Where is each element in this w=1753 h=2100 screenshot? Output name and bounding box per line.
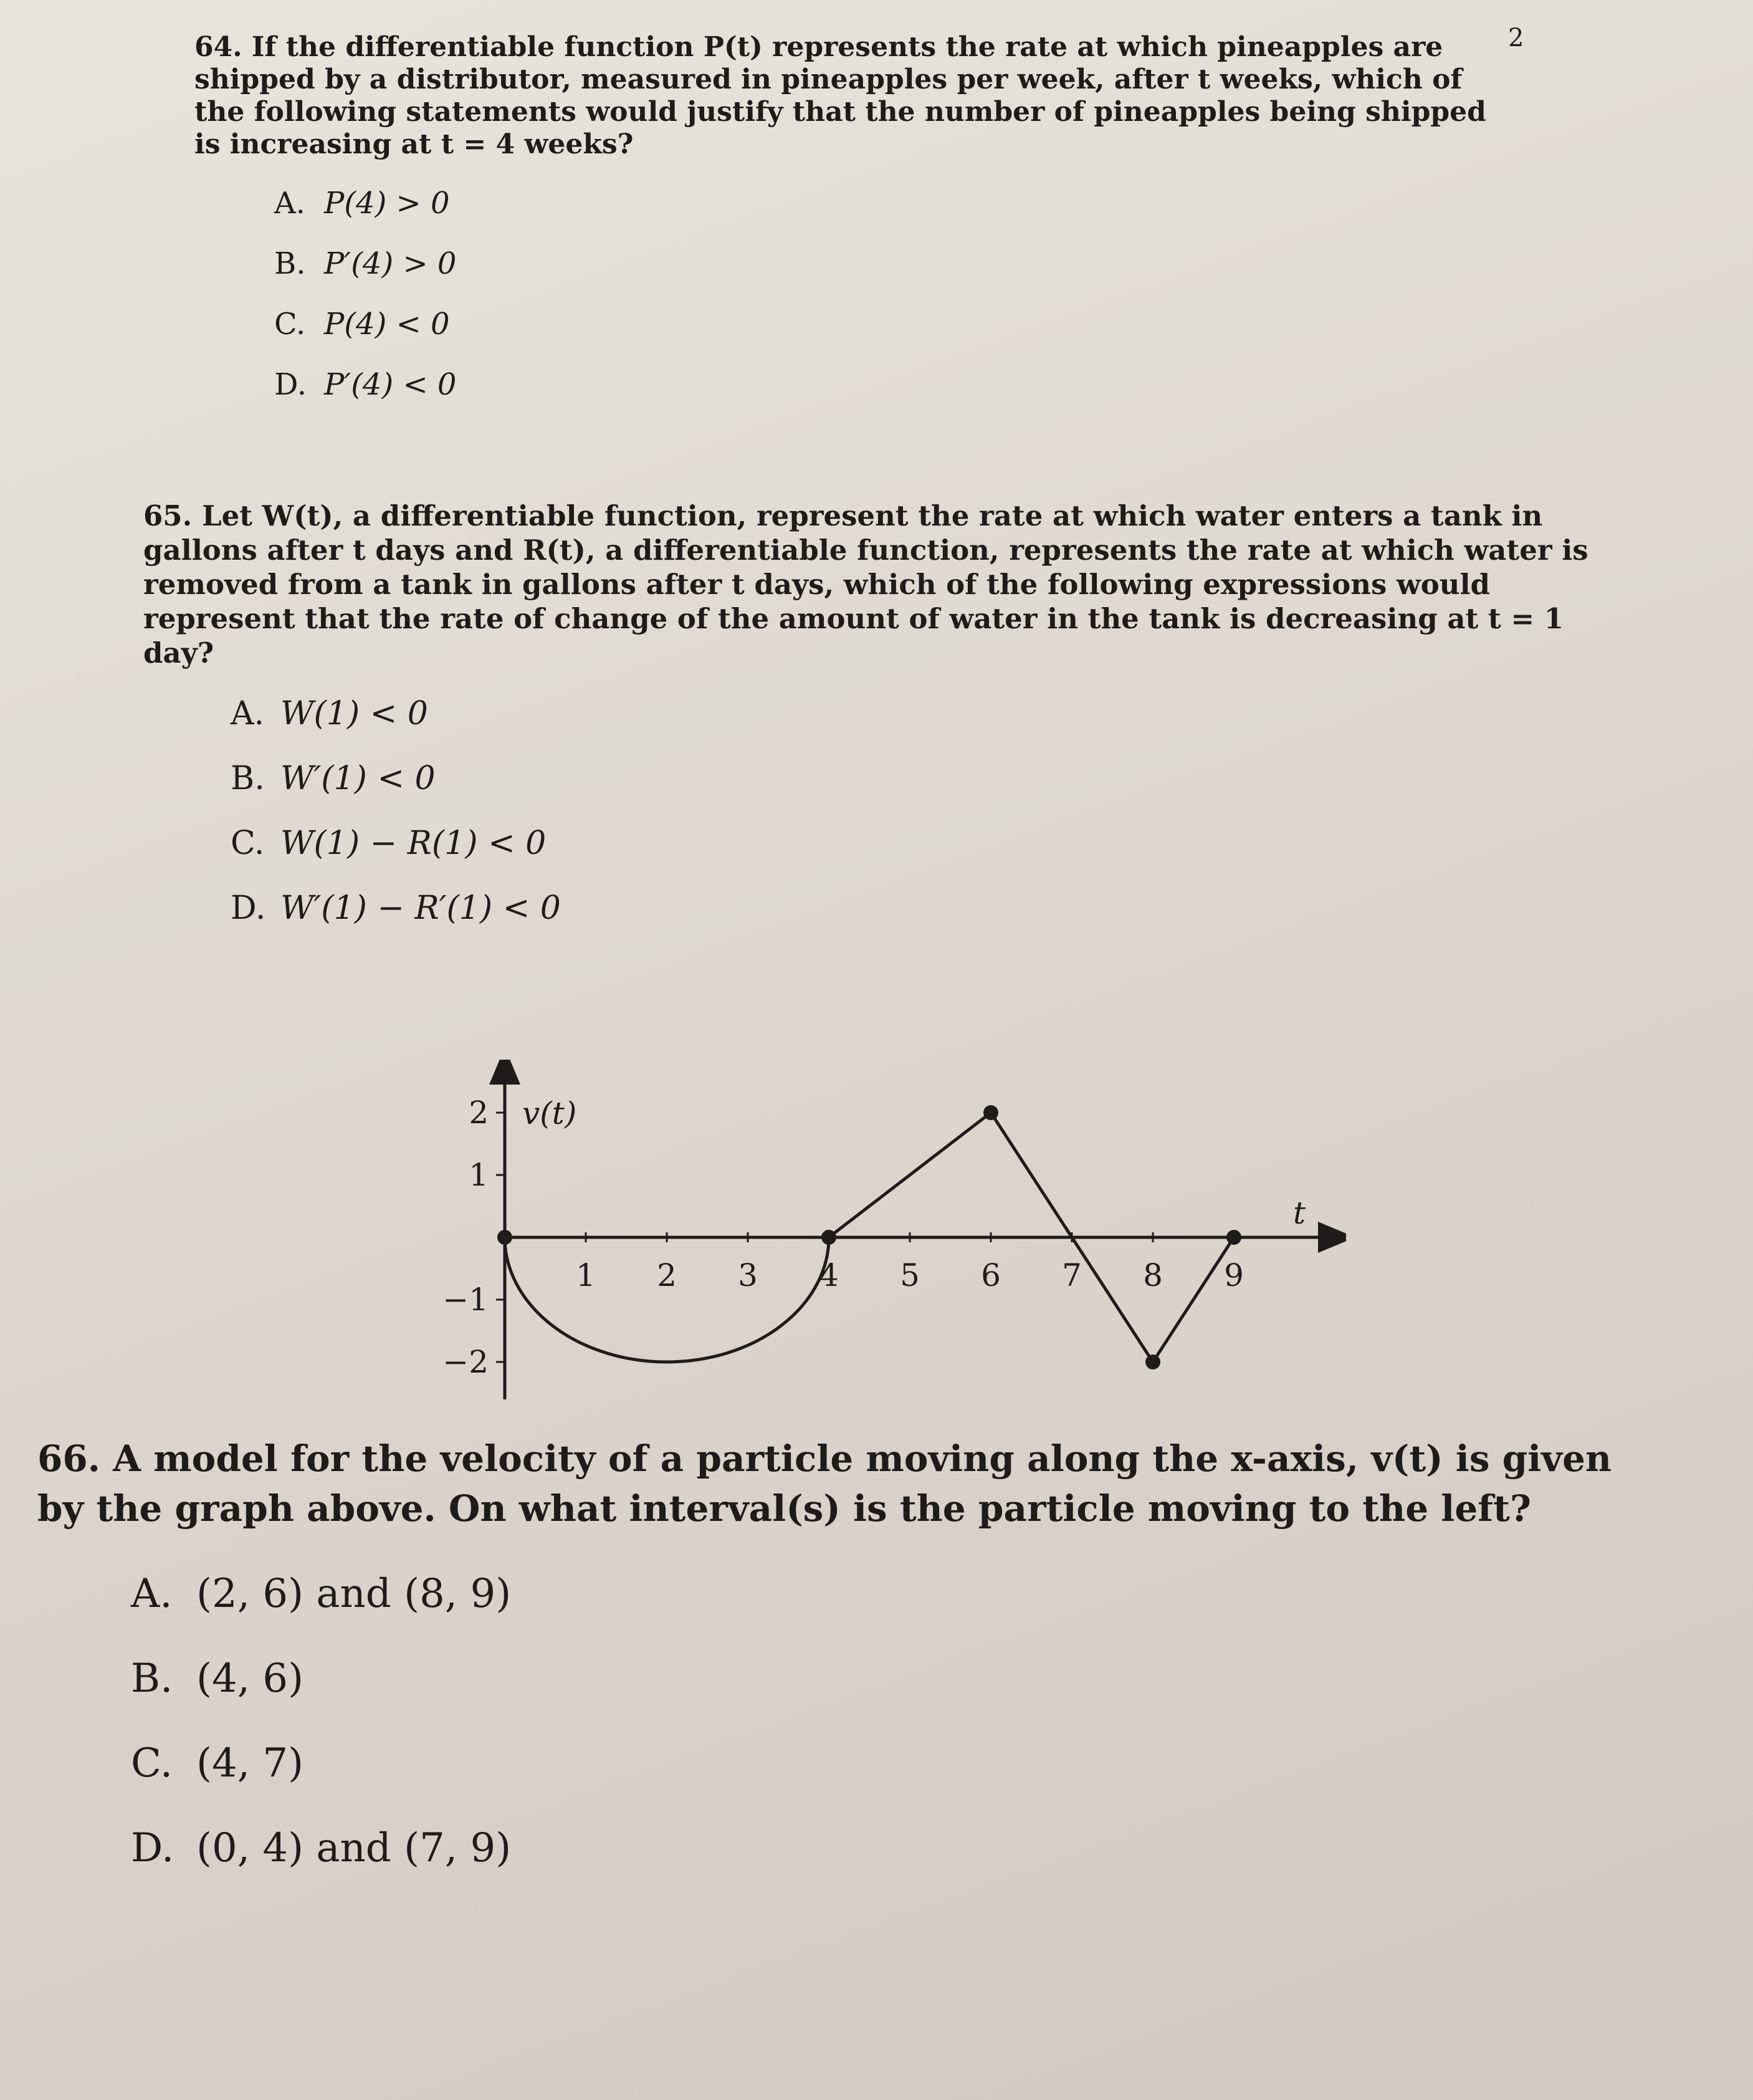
choice-text: W′(1) < 0 [280, 760, 436, 797]
graph-point [821, 1230, 836, 1245]
x-tick-label: 1 [576, 1257, 596, 1293]
y-tick-label: 2 [469, 1095, 489, 1131]
graph-point [1226, 1230, 1241, 1245]
choice-letter: D. [131, 1825, 174, 1871]
choice-text: (2, 6) and (8, 9) [196, 1571, 512, 1617]
choice-66-c[interactable] [131, 1740, 1633, 1825]
choice-66-a[interactable] [131, 1571, 1633, 1656]
choice-letter: B. [274, 246, 306, 281]
x-axis-label: t [1293, 1195, 1306, 1231]
choice-letter: A. [231, 695, 265, 732]
question-66-choices [131, 1571, 1633, 1910]
y-axis-label: v(t) [522, 1095, 577, 1131]
choice-text: (4, 6) [196, 1656, 304, 1702]
question-65-text: 65. Let W(t), a differentiable function, represent the rate at which water enters a tank in gallons after t days and R(t), a differentiable function, represents the rate at which water is removed from a tank in gallons after t days, which of the following expressions would represent that the rate of change of the amount of water in the tank is decreasing at t = 1 day? [143, 499, 1588, 669]
choice-text: P(4) < 0 [324, 307, 450, 342]
y-tick-label: −1 [442, 1282, 489, 1318]
choice-letter: A. [274, 186, 305, 221]
choice-text: P′(4) < 0 [324, 367, 457, 402]
choice-letter: B. [131, 1656, 173, 1702]
choice-64-b[interactable] [274, 246, 1497, 307]
choice-text: W(1) < 0 [280, 695, 428, 732]
choice-66-b[interactable] [131, 1656, 1633, 1740]
page-number: 2 [1508, 24, 1524, 52]
question-66-text: 66. A model for the velocity of a particle moving along the x-axis, v(t) is given by the graph above. On what interval(s) is the particle moving to the left? [37, 1437, 1612, 1530]
velocity-graph [399, 1060, 1346, 1409]
x-tick-label: 3 [738, 1257, 758, 1293]
question-64 [194, 31, 1497, 428]
choice-text: (4, 7) [196, 1740, 304, 1786]
x-tick-label: 8 [1143, 1257, 1163, 1293]
choice-text: W(1) − R(1) < 0 [280, 825, 547, 862]
velocity-graph-svg [399, 1060, 1346, 1409]
choice-letter: C. [131, 1740, 173, 1786]
choice-66-d[interactable] [131, 1825, 1633, 1910]
choice-64-c[interactable] [274, 307, 1497, 367]
x-tick-label: 2 [657, 1257, 677, 1293]
semicircle-curve [505, 1237, 829, 1362]
y-tick-group [442, 1095, 505, 1380]
choice-letter: C. [274, 307, 306, 342]
x-tick-label: 5 [900, 1257, 920, 1293]
question-65-choices [231, 695, 1595, 954]
x-tick-label: 7 [1062, 1257, 1082, 1293]
choice-64-a[interactable] [274, 186, 1497, 246]
graph-point [1145, 1354, 1160, 1369]
choice-65-b[interactable] [231, 760, 1595, 825]
choice-text: P′(4) > 0 [324, 246, 457, 281]
choice-letter: D. [274, 367, 307, 402]
choice-text: (0, 4) and (7, 9) [196, 1825, 512, 1871]
choice-65-d[interactable] [231, 889, 1595, 954]
x-tick-label: 6 [981, 1257, 1001, 1293]
choice-65-a[interactable] [231, 695, 1595, 760]
graph-point [497, 1230, 512, 1245]
y-tick-label: 1 [469, 1157, 489, 1193]
graph-point [983, 1105, 998, 1120]
choice-letter: D. [231, 889, 266, 927]
y-tick-label: −2 [442, 1344, 489, 1380]
x-tick-group [576, 1232, 1244, 1293]
choice-text: W′(1) − R′(1) < 0 [280, 889, 561, 927]
question-65 [143, 499, 1595, 954]
choice-64-d[interactable] [274, 367, 1497, 428]
choice-letter: A. [131, 1571, 173, 1617]
question-64-text: 64. If the differentiable function P(t) represents the rate at which pineapples are shipped by a distributor, measured in pineapples per week, after t weeks, which of the following statements would justify that the number of pineapples being shipped is increasing at t = 4 weeks? [194, 31, 1486, 160]
x-tick-label: 9 [1224, 1257, 1244, 1293]
choice-letter: B. [231, 760, 265, 797]
choice-65-c[interactable] [231, 825, 1595, 889]
question-66 [37, 1434, 1633, 1910]
choice-letter: C. [231, 825, 265, 862]
choice-text: P(4) > 0 [324, 186, 450, 221]
x-tick-label: 4 [819, 1257, 839, 1293]
question-64-choices [274, 186, 1497, 428]
